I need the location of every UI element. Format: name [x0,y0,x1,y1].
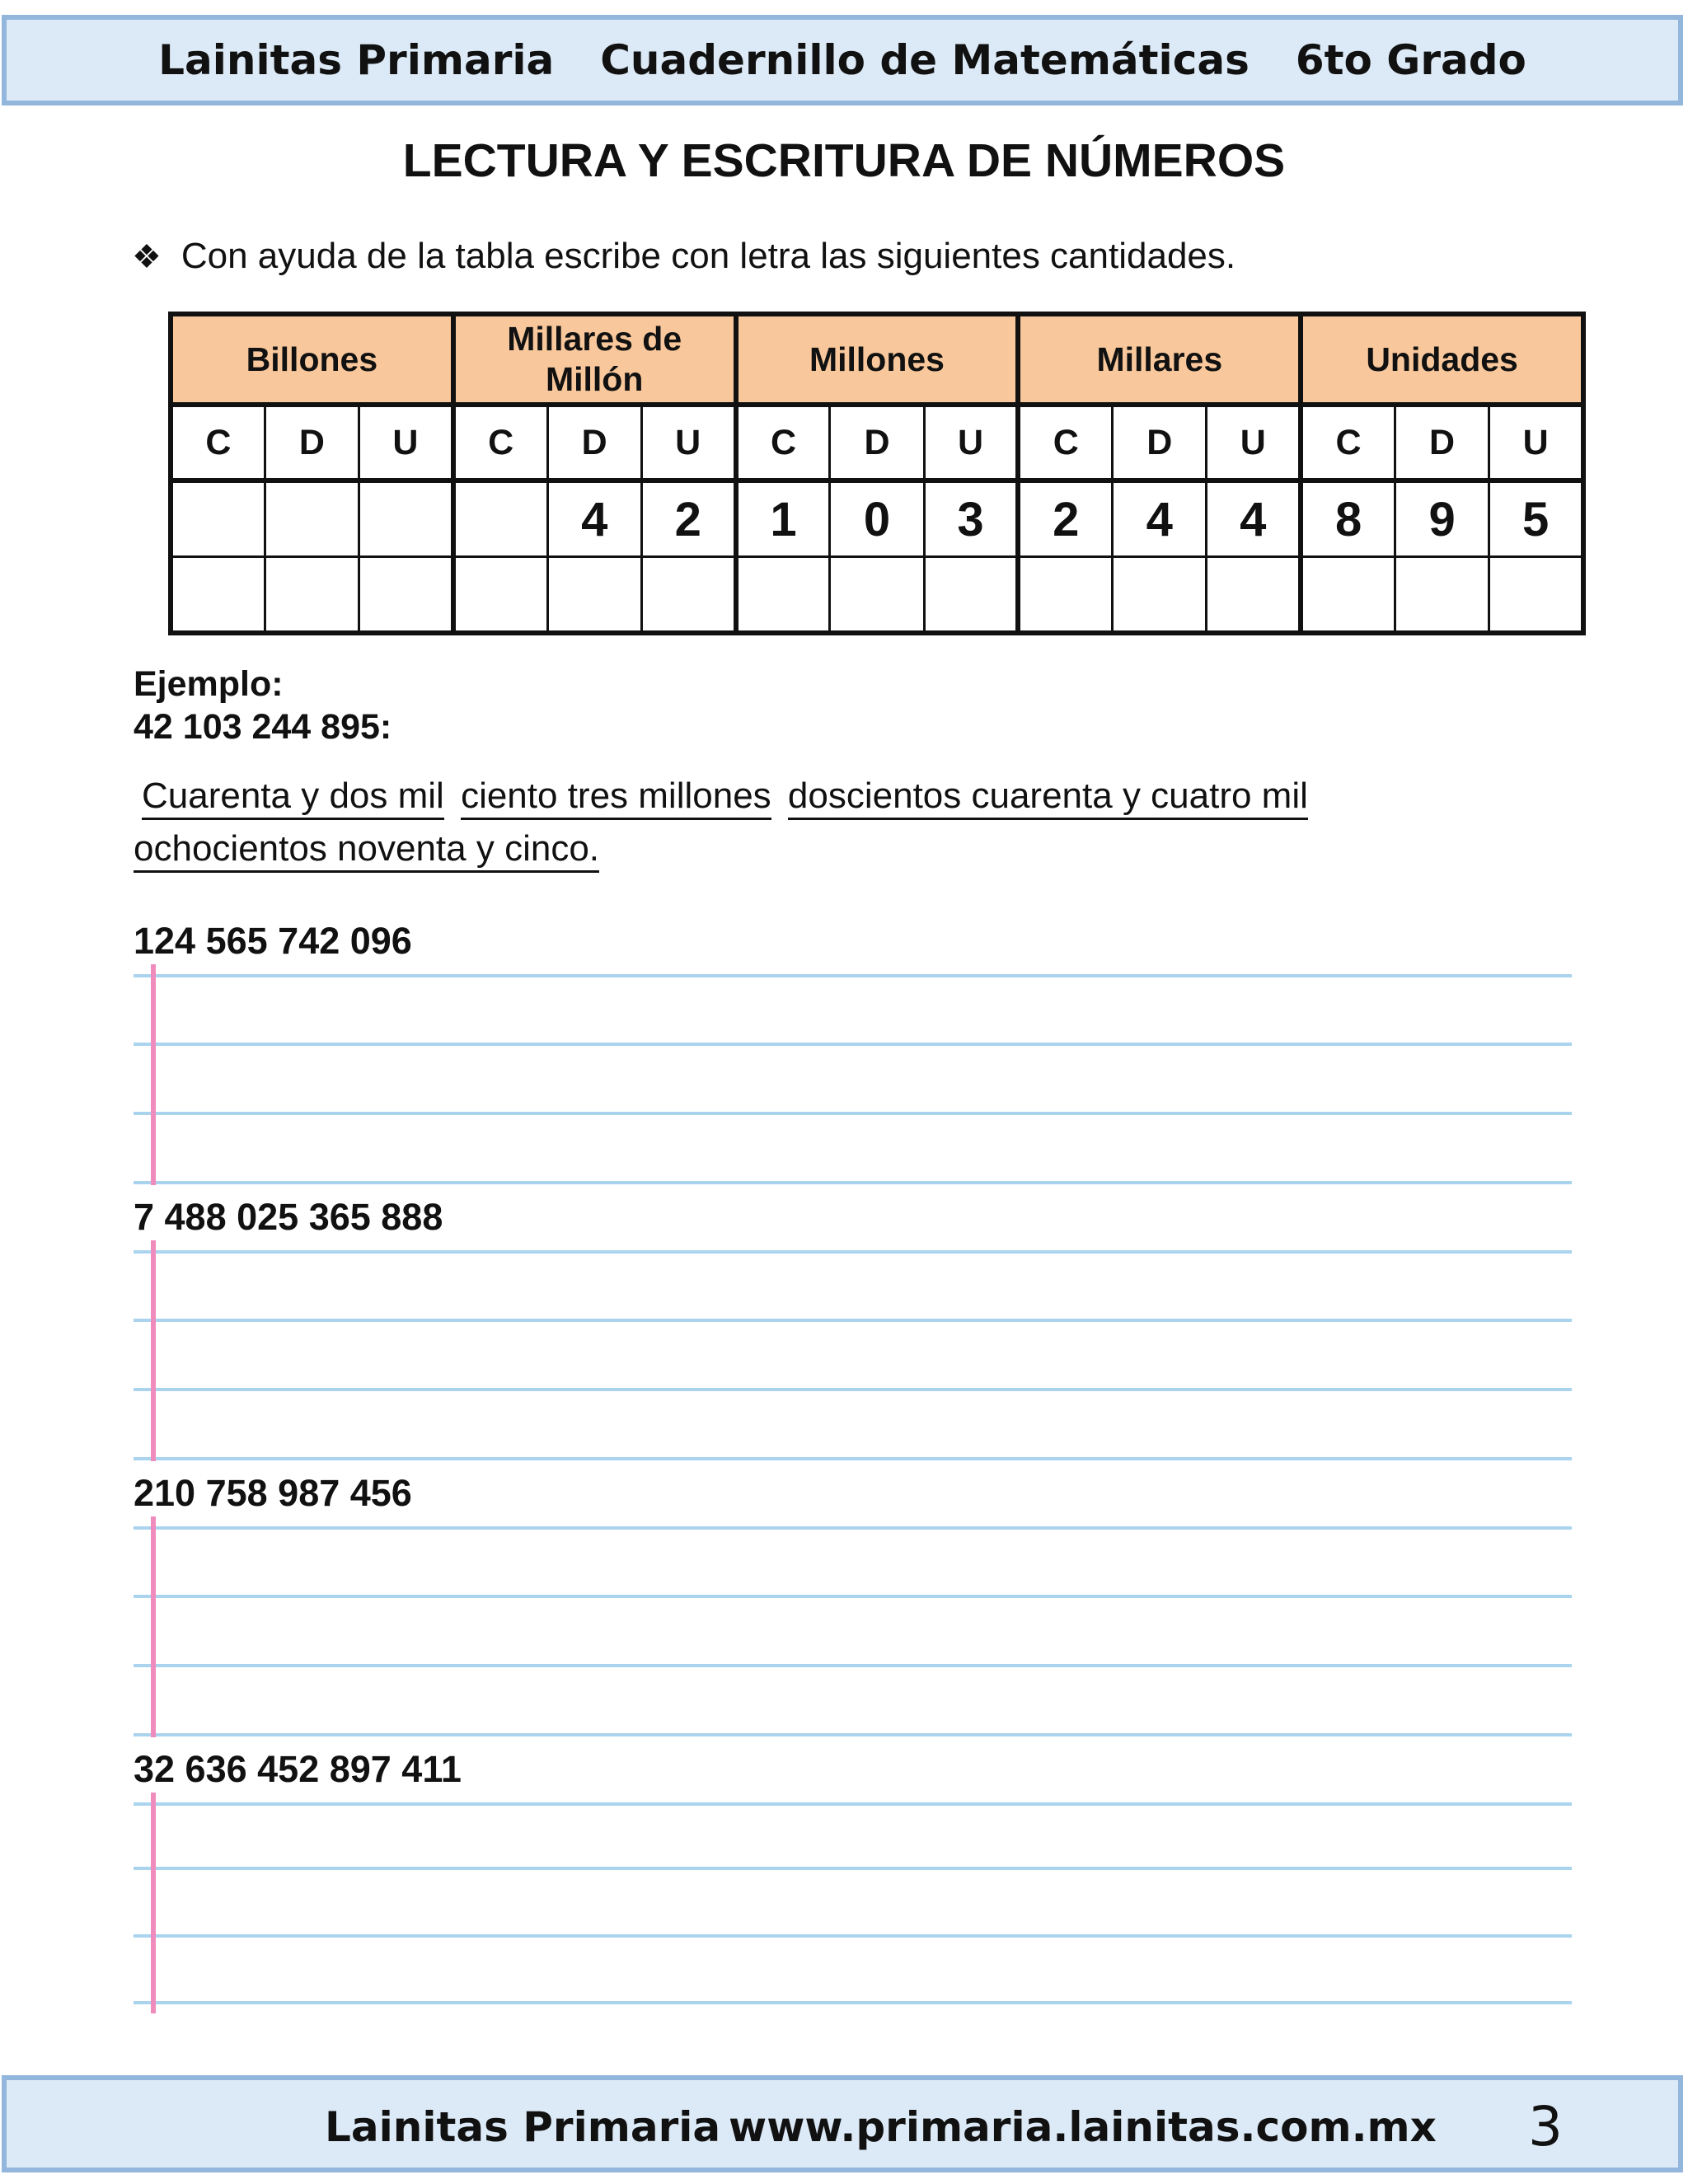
ruled-line[interactable] [134,1388,1572,1391]
ruled-line[interactable] [134,1112,1572,1115]
margin-line [151,1240,156,1461]
exercise-1 [134,920,1572,1192]
ruled-line[interactable] [134,1867,1572,1870]
column-header: U [1489,405,1583,480]
column-header: U [924,405,1018,480]
column-header: D [1395,405,1489,480]
page-number: 3 [1528,2095,1563,2158]
blank-cell[interactable] [736,557,830,634]
example-word: ochocientos noventa y cinco. [134,827,599,873]
ruled-line[interactable] [134,974,1572,977]
exercise-2 [134,1196,1572,1468]
footer-url[interactable]: www.primaria.lainitas.com.mx [729,2103,1437,2151]
column-header: D [1113,405,1207,480]
ruled-line[interactable] [134,1457,1572,1460]
digit-cell: 4 [1113,480,1207,557]
example-words-line-1 [142,775,1308,820]
column-header: D [547,405,641,480]
digit-row [171,480,1583,557]
instruction [132,236,1236,277]
ruled-line[interactable] [134,1250,1572,1254]
blank-cell[interactable] [1489,557,1583,634]
blank-cell[interactable] [641,557,735,634]
column-header: U [641,405,735,480]
exercise-4 [134,1748,1572,2020]
column-header: C [453,405,547,480]
digit-cell [453,480,547,557]
digit-cell [171,480,265,557]
digit-cell: 9 [1395,480,1489,557]
blank-cell[interactable] [830,557,924,634]
column-header: C [1018,405,1112,480]
group-header: Millares [1018,314,1301,405]
header-grade: 6to Grado [1295,36,1526,84]
column-header: D [830,405,924,480]
example-words-line-2 [134,827,599,873]
ruled-line[interactable] [134,2001,1572,2004]
digit-cell: 3 [924,480,1018,557]
group-header: Millones [736,314,1019,405]
group-header: Unidades [1301,314,1583,405]
digit-cell [265,480,359,557]
exercise-number: 32 636 452 897 411 [134,1748,462,1790]
header-book: Cuadernillo de Matemáticas [600,36,1250,84]
ruled-line[interactable] [134,1664,1572,1667]
column-header: C [736,405,830,480]
exercise-number: 124 565 742 096 [134,920,412,962]
ruled-line[interactable] [134,1733,1572,1736]
margin-line [151,964,156,1185]
page-header [2,15,1683,105]
exercise-3 [134,1472,1572,1744]
margin-line [151,1793,156,2013]
exercise-number: 210 758 987 456 [134,1472,412,1514]
blank-cell[interactable] [924,557,1018,634]
header-school: Lainitas Primaria [158,36,555,84]
blank-cell[interactable] [1395,557,1489,634]
blank-cell[interactable] [1018,557,1112,634]
bullet-icon: ❖ [132,239,162,275]
digit-cell: 2 [641,480,735,557]
blank-cell[interactable] [171,557,265,634]
digit-cell [359,480,453,557]
digit-cell: 4 [547,480,641,557]
blank-cell[interactable] [1207,557,1301,634]
place-value-table [168,312,1586,635]
blank-cell[interactable] [1301,557,1395,634]
blank-row [171,557,1583,634]
group-header: Billones [171,314,453,405]
group-header: Millares de Millón [453,314,736,405]
blank-cell[interactable] [359,557,453,634]
footer-school: Lainitas Primaria [325,2103,721,2151]
column-header: U [359,405,453,480]
ruled-line[interactable] [134,1934,1572,1938]
column-header: C [171,405,265,480]
example-word: doscientos cuarenta y cuatro mil [788,775,1308,820]
digit-cell: 8 [1301,480,1395,557]
exercise-number: 7 488 025 365 888 [134,1196,443,1238]
blank-cell[interactable] [265,557,359,634]
ruled-line[interactable] [134,1802,1572,1806]
margin-line [151,1516,156,1737]
digit-cell: 5 [1489,480,1583,557]
column-header: C [1301,405,1395,480]
column-header: D [265,405,359,480]
digit-cell: 1 [736,480,830,557]
blank-cell[interactable] [1113,557,1207,634]
page-footer [2,2075,1683,2172]
ruled-line[interactable] [134,1181,1572,1184]
column-header: U [1207,405,1301,480]
example-word: ciento tres millones [461,775,771,820]
ruled-line[interactable] [134,1595,1572,1598]
digit-cell: 4 [1207,480,1301,557]
blank-cell[interactable] [547,557,641,634]
ruled-line[interactable] [134,1526,1572,1530]
example-number: 42 103 244 895: [134,707,392,747]
digit-cell: 2 [1018,480,1112,557]
example-word: Cuarenta y dos mil [142,775,444,820]
column-header-row [171,405,1583,480]
page-title: LECTURA Y ESCRITURA DE NÚMEROS [402,134,1286,187]
ruled-line[interactable] [134,1043,1572,1046]
example-label: Ejemplo: [134,664,284,704]
group-header-row [171,314,1583,405]
ruled-line[interactable] [134,1319,1572,1322]
instruction-text: Con ayuda de la tabla escribe con letra las siguientes cantidades. [181,236,1236,276]
blank-cell[interactable] [453,557,547,634]
digit-cell: 0 [830,480,924,557]
